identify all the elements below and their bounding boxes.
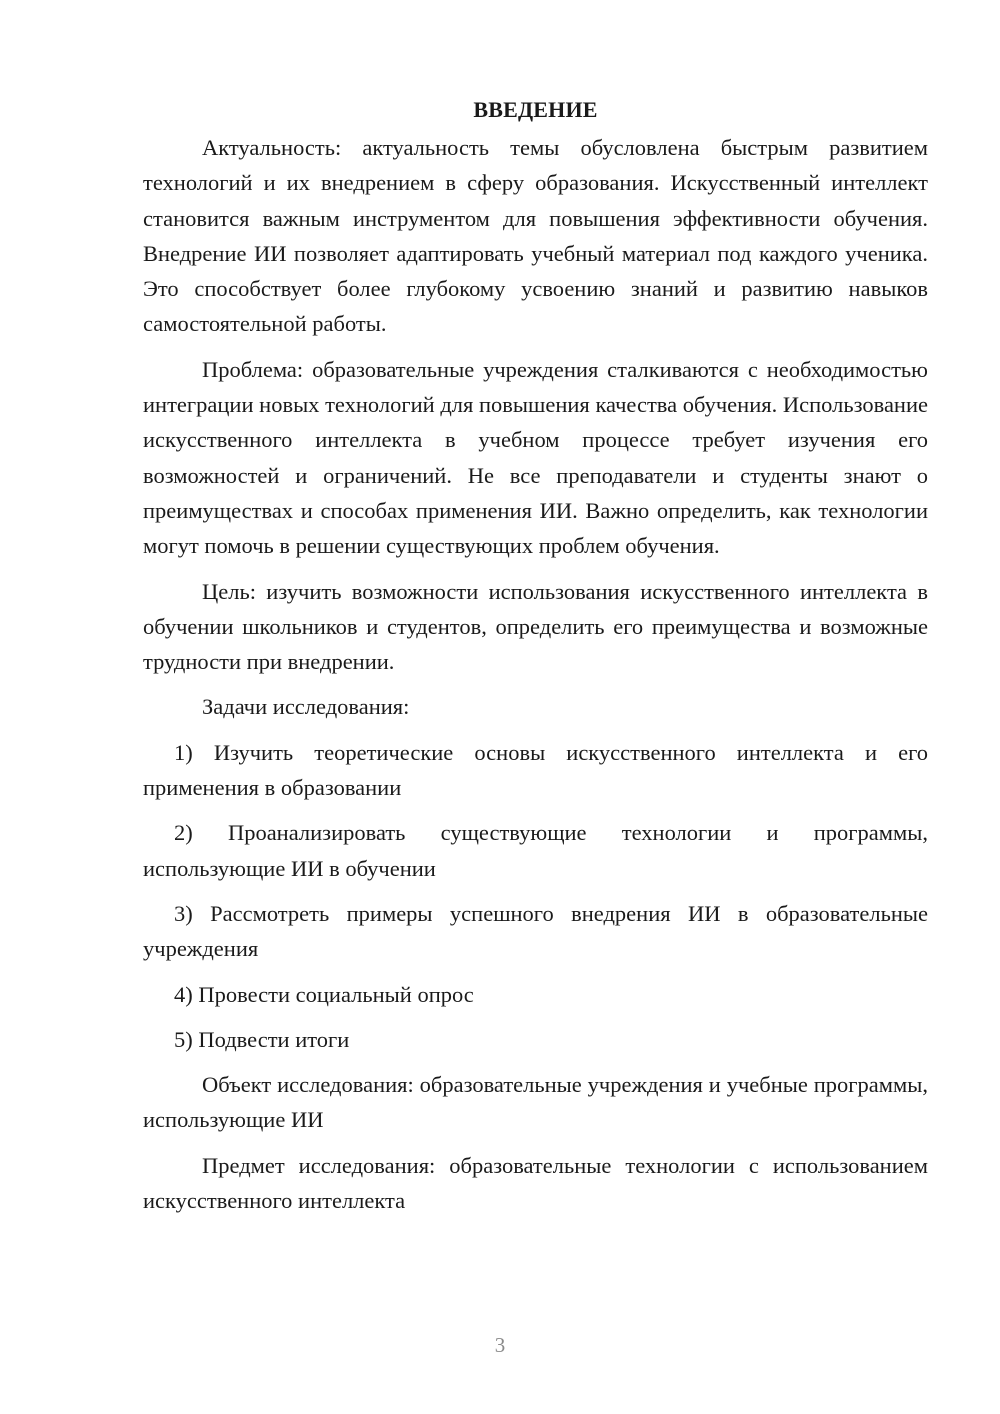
page-content	[143, 92, 928, 1228]
task-item-1: 1) Изучить теоретические основы искусственного интеллекта и его применения в образовании	[143, 739, 928, 801]
section-heading: ВВЕДЕНИЕ	[473, 97, 598, 122]
relevance-paragraph: Актуальность: актуальность темы обусловлена быстрым развитием технологий и их внедрением в сферу образования. Искусственный интеллект становится важным инструментом для повышения эффективности обучения. Внедрение ИИ позволяет адаптировать учебный материал под каждого ученика. Это способствует более глубокому усвоению знаний и развитию навыков самостоятельной работы.	[143, 135, 928, 337]
goal-paragraph: Цель: изучить возможности использования искусственного интеллекта в обучении школьников и студентов, определить его преимущества и возможные трудности при внедрении.	[143, 578, 928, 675]
task-item-4: 4) Провести социальный опрос	[174, 981, 474, 1007]
problem-paragraph: Проблема: образовательные учреждения сталкиваются с необходимостью интеграции новых технологий для повышения качества обучения. Использование искусственного интеллекта в учебном процессе требует изучения его возможностей и ограничений. Не все преподаватели и студенты знают о преимуществах и способах применения ИИ. Важно определить, как технологии могут помочь в решении существующих проблем обучения.	[143, 356, 928, 559]
task-item-2: 2) Проанализировать существующие технологии и программы, использующие ИИ в обучении	[143, 820, 928, 881]
object-paragraph: Объект исследования: образовательные учреждения и учебные программы, использующие ИИ	[143, 1072, 928, 1133]
task-item-5: 5) Подвести итоги	[174, 1026, 350, 1052]
subject-paragraph: Предмет исследования: образовательные технологии с использованием искусственного интеллекта	[143, 1152, 928, 1214]
page-number: 3	[494, 1333, 506, 1357]
task-item-3: 3) Рассмотреть примеры успешного внедрения ИИ в образовательные учреждения	[143, 900, 928, 962]
tasks-intro-paragraph: Задачи исследования:	[202, 694, 410, 720]
